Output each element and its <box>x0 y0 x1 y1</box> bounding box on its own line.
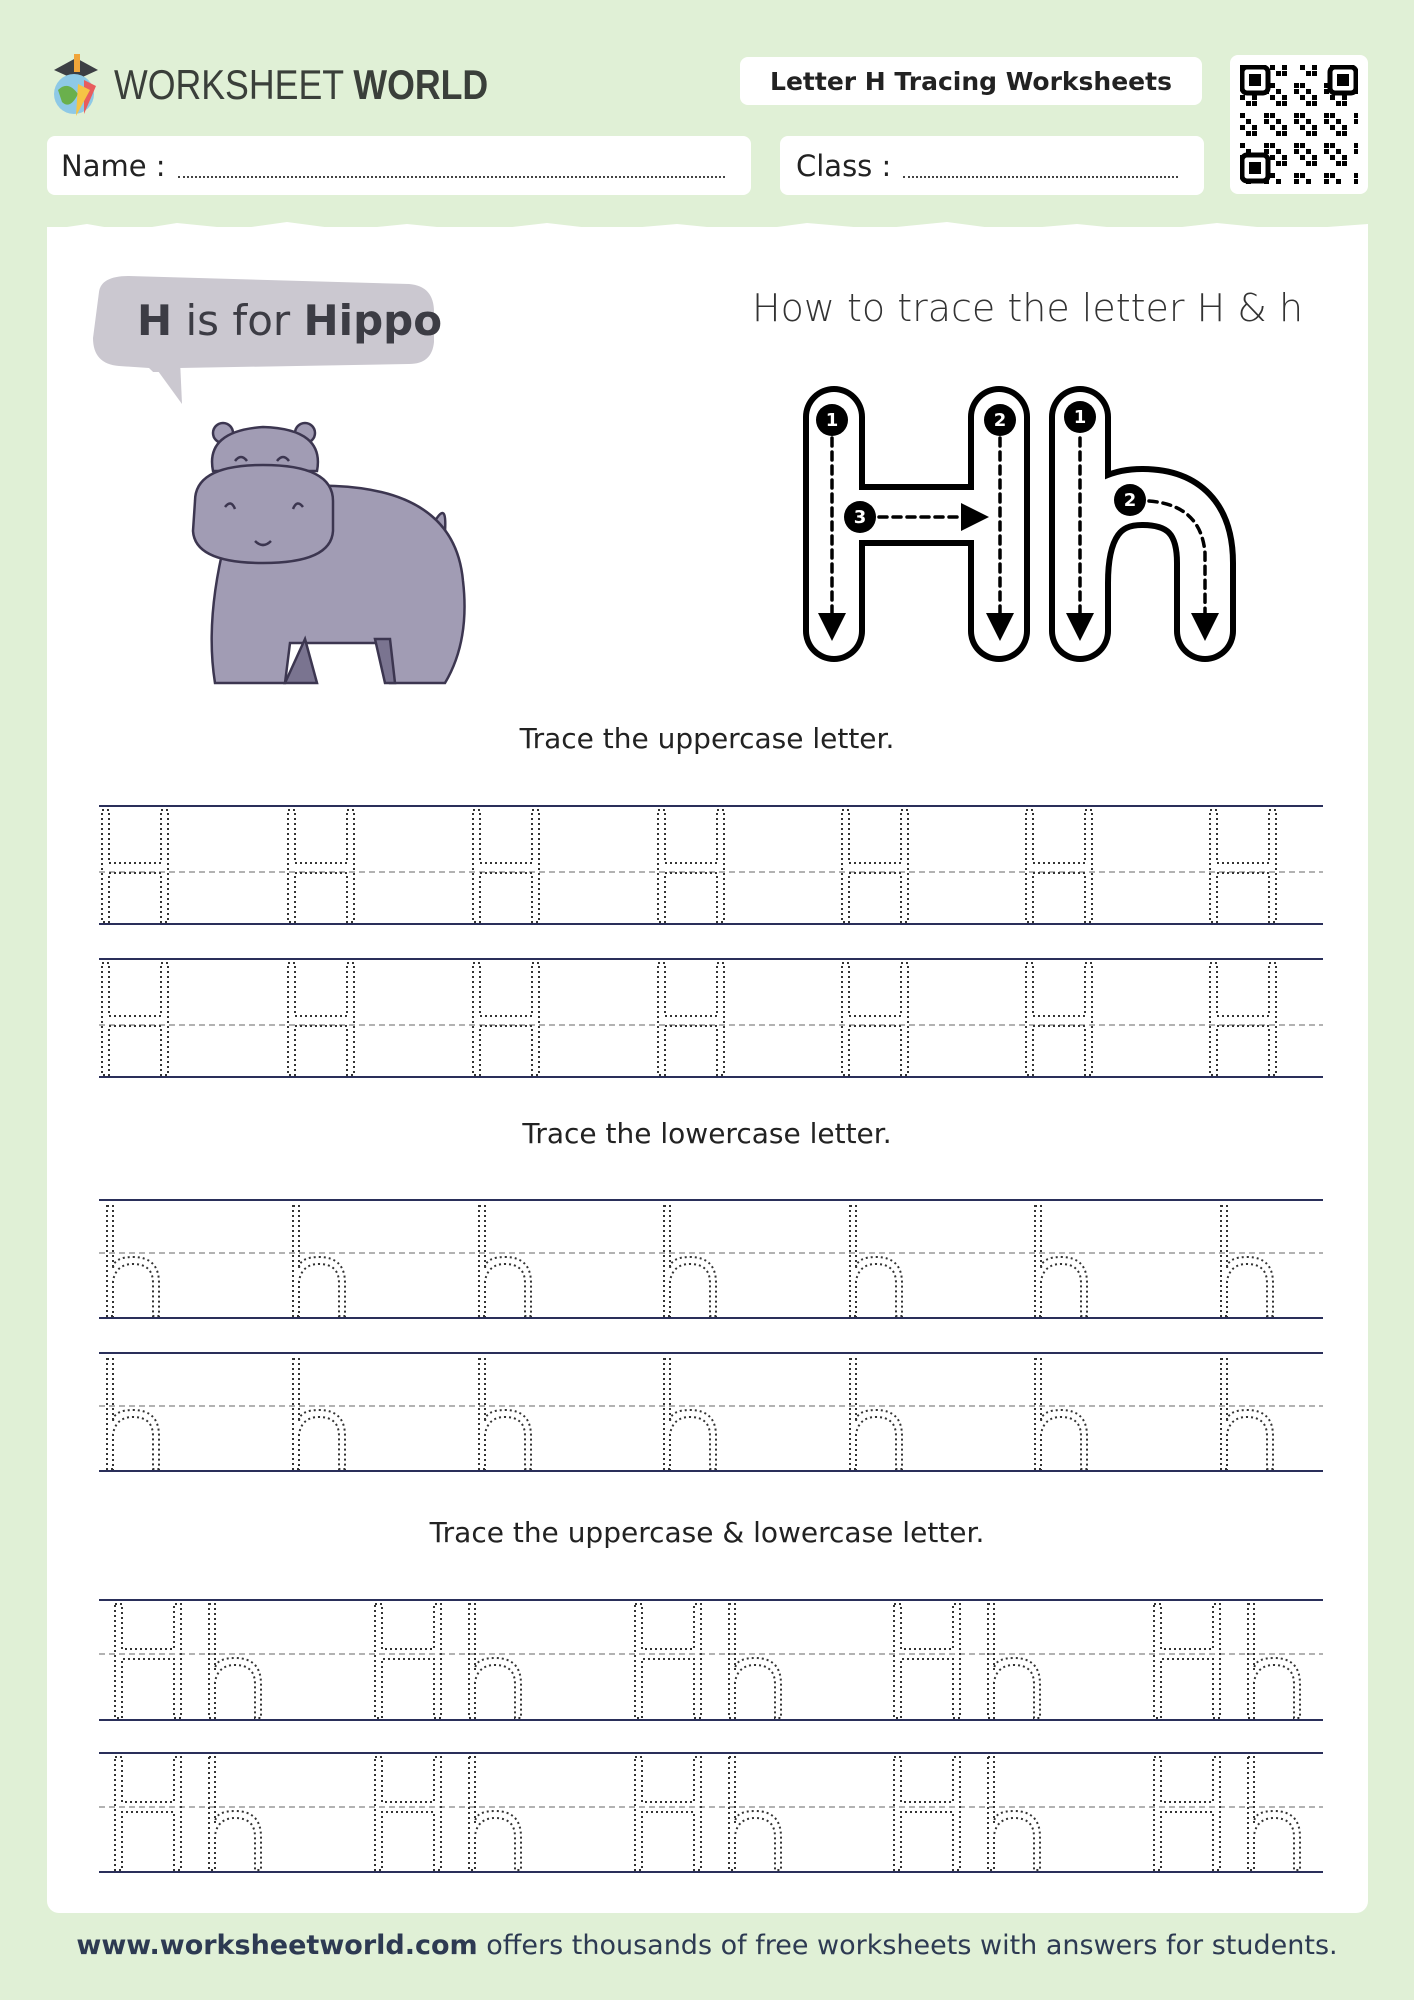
trace-letter-H[interactable] <box>894 1757 960 1870</box>
trace-letter-h[interactable] <box>107 1359 159 1469</box>
stroke-number-H-2: 2 <box>993 410 1007 431</box>
trace-letter-h[interactable] <box>209 1757 261 1870</box>
class-label: Class : <box>796 148 892 183</box>
trace-letter-h[interactable] <box>729 1604 781 1718</box>
trace-letter-h[interactable] <box>988 1757 1040 1870</box>
trace-letter-h[interactable] <box>469 1757 521 1870</box>
brand-name-light: WORKSHEET <box>114 61 344 108</box>
trace-letter-H[interactable] <box>473 810 539 922</box>
stroke-number-H-3: 3 <box>853 507 867 528</box>
tracing-row <box>99 806 1323 924</box>
trace-letter-h[interactable] <box>1035 1359 1087 1469</box>
trace-letter-H[interactable] <box>842 963 908 1075</box>
trace-letter-H[interactable] <box>658 810 724 922</box>
trace-letter-h[interactable] <box>988 1604 1040 1718</box>
trace-letter-H[interactable] <box>1026 810 1092 922</box>
trace-letter-H[interactable] <box>102 963 168 1075</box>
name-label: Name : <box>61 148 166 183</box>
trace-letter-h[interactable] <box>1221 1206 1273 1316</box>
instruction-uppercase: Trace the uppercase letter. <box>519 722 895 755</box>
trace-letter-h[interactable] <box>293 1206 345 1316</box>
trace-letter-H[interactable] <box>635 1604 701 1718</box>
bubble-letter: H <box>137 296 173 345</box>
bubble-mid: is for <box>172 296 304 345</box>
trace-letter-H[interactable] <box>1210 963 1276 1075</box>
trace-letter-H[interactable] <box>288 810 354 922</box>
trace-letter-H[interactable] <box>375 1757 441 1870</box>
trace-letter-H[interactable] <box>102 810 168 922</box>
trace-letter-h[interactable] <box>479 1206 531 1316</box>
trace-letter-h[interactable] <box>850 1206 902 1316</box>
trace-letter-H[interactable] <box>635 1757 701 1870</box>
trace-letter-h[interactable] <box>479 1359 531 1469</box>
trace-letter-h[interactable] <box>1221 1359 1273 1469</box>
tracing-row <box>99 959 1323 1077</box>
trace-letter-h[interactable] <box>729 1757 781 1870</box>
tracing-row <box>99 1753 1323 1872</box>
trace-letter-H[interactable] <box>288 963 354 1075</box>
trace-letter-H[interactable] <box>115 1757 181 1870</box>
trace-letter-H[interactable] <box>375 1604 441 1718</box>
trace-letter-H[interactable] <box>894 1604 960 1718</box>
trace-letter-H[interactable] <box>1026 963 1092 1075</box>
stroke-number-h-2: 2 <box>1123 490 1137 511</box>
footer-text: offers thousands of free worksheets with answers for students. <box>477 1930 1338 1961</box>
trace-letter-H[interactable] <box>473 963 539 1075</box>
tracing-row <box>99 1600 1323 1720</box>
trace-letter-h[interactable] <box>107 1206 159 1316</box>
trace-letter-h[interactable] <box>1035 1206 1087 1316</box>
trace-letter-H[interactable] <box>1154 1604 1220 1718</box>
trace-letter-h[interactable] <box>469 1604 521 1718</box>
trace-letter-h[interactable] <box>209 1604 261 1718</box>
trace-letter-H[interactable] <box>658 963 724 1075</box>
instruction-both: Trace the uppercase & lowercase letter. <box>429 1516 985 1549</box>
trace-letter-h[interactable] <box>664 1206 716 1316</box>
tracing-row <box>99 1200 1323 1318</box>
instruction-lowercase: Trace the lowercase letter. <box>522 1117 892 1150</box>
tracing-row <box>99 1353 1323 1471</box>
trace-letter-h[interactable] <box>1248 1604 1300 1718</box>
footer-site-link[interactable]: www.worksheetworld.com <box>76 1930 478 1961</box>
trace-letter-H[interactable] <box>115 1604 181 1718</box>
how-to-heading: How to trace the letter H & h <box>752 286 1304 330</box>
worksheet-title: Letter H Tracing Worksheets <box>740 57 1202 105</box>
trace-letter-H[interactable] <box>1154 1757 1220 1870</box>
stroke-number-h-1: 1 <box>1073 407 1087 428</box>
footer <box>0 1930 1414 1961</box>
stroke-number-H-1: 1 <box>825 410 839 431</box>
bubble-word: Hippo <box>303 296 443 345</box>
brand-name-bold: WORLD <box>353 61 489 108</box>
trace-letter-h[interactable] <box>1248 1757 1300 1870</box>
trace-letter-H[interactable] <box>1210 810 1276 922</box>
trace-letter-h[interactable] <box>850 1359 902 1469</box>
trace-letter-h[interactable] <box>664 1359 716 1469</box>
trace-letter-h[interactable] <box>293 1359 345 1469</box>
trace-letter-H[interactable] <box>842 810 908 922</box>
